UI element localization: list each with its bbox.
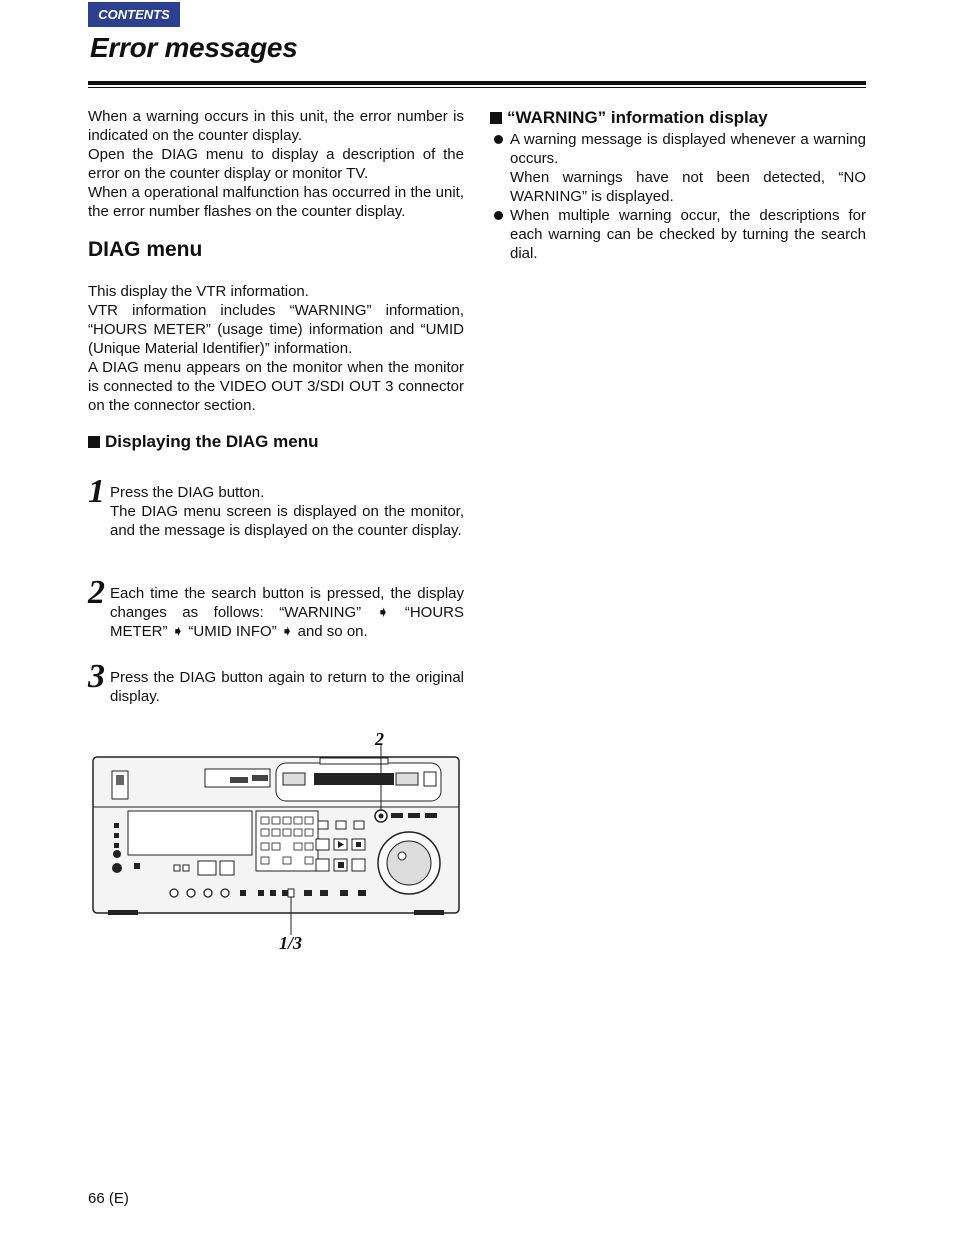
warning-heading: “WARNING” information display [507, 108, 768, 127]
diag-heading: DIAG menu [88, 238, 203, 261]
bullet-dot-icon [494, 211, 503, 220]
bullet-text: A warning message is displayed whenever a warning occurs. [510, 131, 866, 167]
bullet-text: When multiple warning occur, the descriptions for each warning can be checked by turning the search dial. [510, 207, 866, 262]
intro-text [88, 107, 464, 221]
page-title: Error messages [90, 32, 298, 63]
intro-paragraph: Open the DIAG menu to display a description of the error on the counter display or monitor TV. [88, 146, 464, 182]
step-2 [88, 574, 464, 641]
bullet-dot-icon [494, 135, 503, 144]
callout-diag: 1/3 [279, 933, 303, 953]
intro-paragraph: When a warning occurs in this unit, the error number is indicated on the counter display. [88, 108, 464, 144]
step-3 [88, 658, 464, 706]
list-item [490, 130, 866, 206]
diag-section [88, 238, 464, 262]
square-bullet-icon [88, 436, 100, 448]
vtr-front-panel-illustration [90, 745, 465, 945]
diag-subheading-row [88, 432, 464, 452]
contents-button[interactable]: CONTENTS [88, 2, 180, 27]
diag-paragraph: A DIAG menu appears on the monitor when the monitor is connected to the VIDEO OUT 3/SDI OUT 3 connector on the connector section. [88, 359, 464, 414]
intro-paragraph: When a operational malfunction has occurred in the unit, the error number flashes on the counter display. [88, 184, 464, 220]
step-number: 3 [88, 658, 105, 695]
square-bullet-icon [490, 112, 502, 124]
diag-paragraph: VTR information includes “WARNING” information, “HOURS METER” (usage time) information and “UMID (Unique Material Identifier)” information. [88, 302, 464, 357]
list-item [490, 206, 866, 263]
page-number: 66 (E) [88, 1190, 129, 1207]
step-text: Press the DIAG button again to return to the original display. [110, 669, 464, 705]
step-text: The DIAG menu screen is displayed on the monitor, and the message is displayed on the counter display. [110, 503, 464, 539]
diag-paragraph: This display the VTR information. [88, 283, 309, 300]
callout-search: 2 [375, 729, 384, 749]
diag-description [88, 282, 464, 415]
bullet-text: When warnings have not been detected, “NO WARNING” is displayed. [510, 169, 866, 205]
title-rule [88, 81, 866, 85]
step-number: 1 [88, 473, 105, 510]
step-text: Each time the search button is pressed, the display changes as follows: “WARNING” ➧ “HOURS METER” ➧ “UMID INFO” ➧ and so on. [110, 585, 464, 640]
diag-subheading: Displaying the DIAG menu [105, 432, 319, 451]
warning-bullets [490, 130, 866, 263]
step-number: 2 [88, 574, 105, 611]
step-1 [88, 473, 464, 540]
step-text: Press the DIAG button. [110, 484, 265, 501]
title-rule-thin [88, 87, 866, 88]
warning-section [490, 108, 866, 128]
